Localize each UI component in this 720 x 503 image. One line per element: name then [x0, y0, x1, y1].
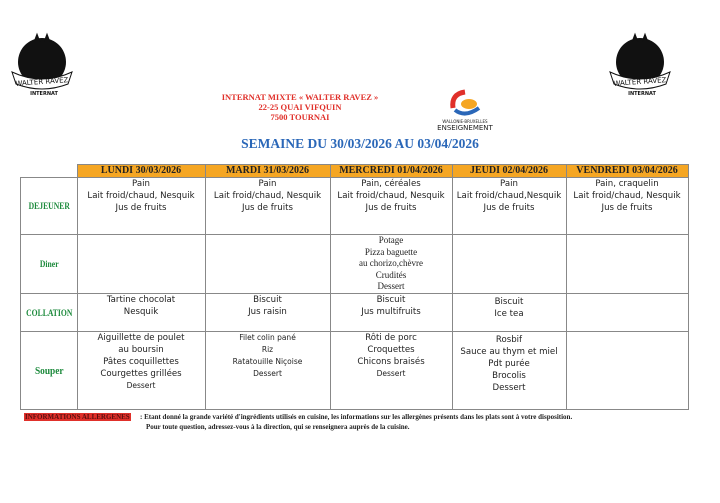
menu-item: Jus de fruits [483, 203, 535, 213]
menu-cell [330, 178, 452, 235]
menu-cell [205, 178, 330, 235]
menu-item: Pain, craquelin [595, 179, 659, 189]
wbe-enseignement-logo [425, 88, 505, 132]
menu-item: Tartine chocolat [106, 295, 176, 305]
menu-cell [566, 178, 688, 235]
svg-text:INTERNAT: INTERNAT [30, 91, 58, 97]
day-header: JEUDI 02/04/2026 [452, 165, 566, 178]
menu-cell [330, 294, 452, 332]
day-header: VENDREDI 03/04/2026 [566, 165, 688, 178]
menu-item: Rosbif [495, 335, 523, 345]
week-title: SEMAINE DU 30/03/2026 AU 03/04/2026 [241, 136, 479, 151]
walter-ravez-logo-left [6, 28, 78, 100]
menu-item: Chicons braisés [357, 357, 425, 367]
meal-row-souper [21, 332, 689, 410]
day-header: MERCREDI 01/04/2026 [330, 165, 452, 178]
meal-label: Souper [25, 332, 73, 410]
svg-text:INTERNAT: INTERNAT [628, 91, 656, 97]
menu-item: Dessert [492, 383, 526, 393]
menu-cell [452, 235, 566, 294]
menu-item: Lait froid/chaud, Nesquik [573, 191, 681, 201]
address-line: 22-25 QUAI VIFQUIN [258, 102, 342, 112]
menu-cell [330, 332, 452, 410]
day-header-row [21, 165, 689, 178]
svg-text:WALTER RAVEZ: WALTER RAVEZ [613, 76, 667, 88]
menu-item: Jus de fruits [242, 203, 293, 213]
meal-row-collation [21, 294, 689, 332]
meal-row-dejeuner [21, 178, 689, 235]
menu-cell [452, 178, 566, 235]
menu-cell [452, 294, 566, 332]
day-header: LUNDI 30/03/2026 [77, 165, 205, 178]
address-line: 7500 TOURNAI [270, 112, 330, 122]
menu-item: Ice tea [494, 309, 524, 319]
menu-item: Rôti de porc [365, 333, 417, 343]
walter-ravez-logo-right [604, 28, 676, 100]
menu-item: Lait froid/chaud, Nesquik [213, 191, 322, 201]
meal-label: Diner [25, 235, 73, 294]
menu-item: Pain [132, 179, 150, 189]
menu-table [20, 164, 689, 410]
menu-item: Biscuit [494, 297, 524, 307]
menu-item: Brocolis [492, 371, 526, 381]
meal-label: DEJEUNER [25, 178, 73, 235]
menu-item: Lait froid/chaud, Nesquik [87, 191, 195, 201]
menu-item: Ratatouille Niçoise [232, 357, 303, 366]
menu-cell [77, 178, 205, 235]
menu-item: Pain, céréales [361, 179, 421, 189]
menu-item: Nesquik [123, 307, 159, 317]
svg-text:WALLONIE-BRUXELLES: WALLONIE-BRUXELLES [442, 119, 488, 124]
menu-cell [566, 235, 688, 294]
menu-item: Jus raisin [248, 307, 287, 317]
svg-text:WALTER RAVEZ: WALTER RAVEZ [15, 76, 69, 88]
menu-item: Dessert [377, 281, 405, 291]
menu-item: Jus multifruits [361, 307, 421, 317]
meal-label: COLLATION [25, 294, 73, 332]
menu-cell [205, 235, 330, 294]
menu-item: Dessert [253, 369, 282, 378]
menu-item: Filet colin pané [239, 333, 296, 342]
menu-item: au chorizo,chèvre [359, 258, 423, 268]
allergen-text-line1: : Etant donné la grande variété d'ingrédients utilisés en cuisine, les informations sur les allergènes présents dans les plats sont à votre disposition. [140, 413, 573, 421]
menu-cell [77, 332, 205, 410]
menu-item: Pizza baguette [364, 246, 418, 257]
menu-item: Biscuit [376, 295, 406, 305]
menu-item: Pdt purée [488, 359, 530, 369]
menu-item: Courgettes grillées [100, 369, 182, 379]
menu-cell [205, 294, 330, 332]
menu-item: Jus de fruits [601, 203, 653, 213]
menu-item: Crudités [375, 269, 407, 280]
svg-text:ENSEIGNEMENT: ENSEIGNEMENT [437, 124, 493, 132]
menu-item: Sauce au thym et miel [460, 347, 558, 357]
allergen-info [24, 413, 573, 431]
menu-item: Riz [261, 345, 274, 354]
menu-cell [566, 332, 688, 410]
menu-cell [566, 294, 688, 332]
menu-cell [452, 332, 566, 410]
menu-item: Dessert [376, 369, 406, 378]
meal-row-diner [21, 235, 689, 294]
menu-item: Pain [258, 179, 277, 189]
menu-item: Lait froid/chaud, Nesquik [337, 191, 445, 201]
menu-item: Dessert [126, 381, 156, 390]
day-header: MARDI 31/03/2026 [205, 165, 330, 178]
menu-item: Biscuit [253, 295, 282, 305]
allergen-tag: INFORMATIONS ALLERGENES [25, 413, 130, 421]
menu-item: Croquettes [367, 345, 415, 355]
menu-item: Pain [500, 179, 518, 189]
allergen-text-line2: Pour toute question, adressez-vous à la direction, qui se renseignera auprès de la cuisine. [146, 423, 410, 431]
menu-item: au boursin [118, 345, 164, 355]
menu-item: Pâtes coquillettes [103, 357, 179, 367]
menu-cell [77, 294, 205, 332]
address-line: INTERNAT MIXTE « WALTER RAVEZ » [221, 92, 379, 102]
menu-cell [330, 235, 452, 294]
corner-cell [21, 165, 78, 178]
menu-item: Aiguillette de poulet [97, 333, 185, 343]
menu-item: Potage [378, 235, 404, 245]
menu-cell [77, 235, 205, 294]
menu-item: Lait froid/chaud,Nesquik [456, 191, 562, 201]
menu-cell [205, 332, 330, 410]
menu-item: Jus de fruits [115, 203, 167, 213]
menu-item: Jus de fruits [365, 203, 417, 213]
school-address [205, 92, 395, 122]
